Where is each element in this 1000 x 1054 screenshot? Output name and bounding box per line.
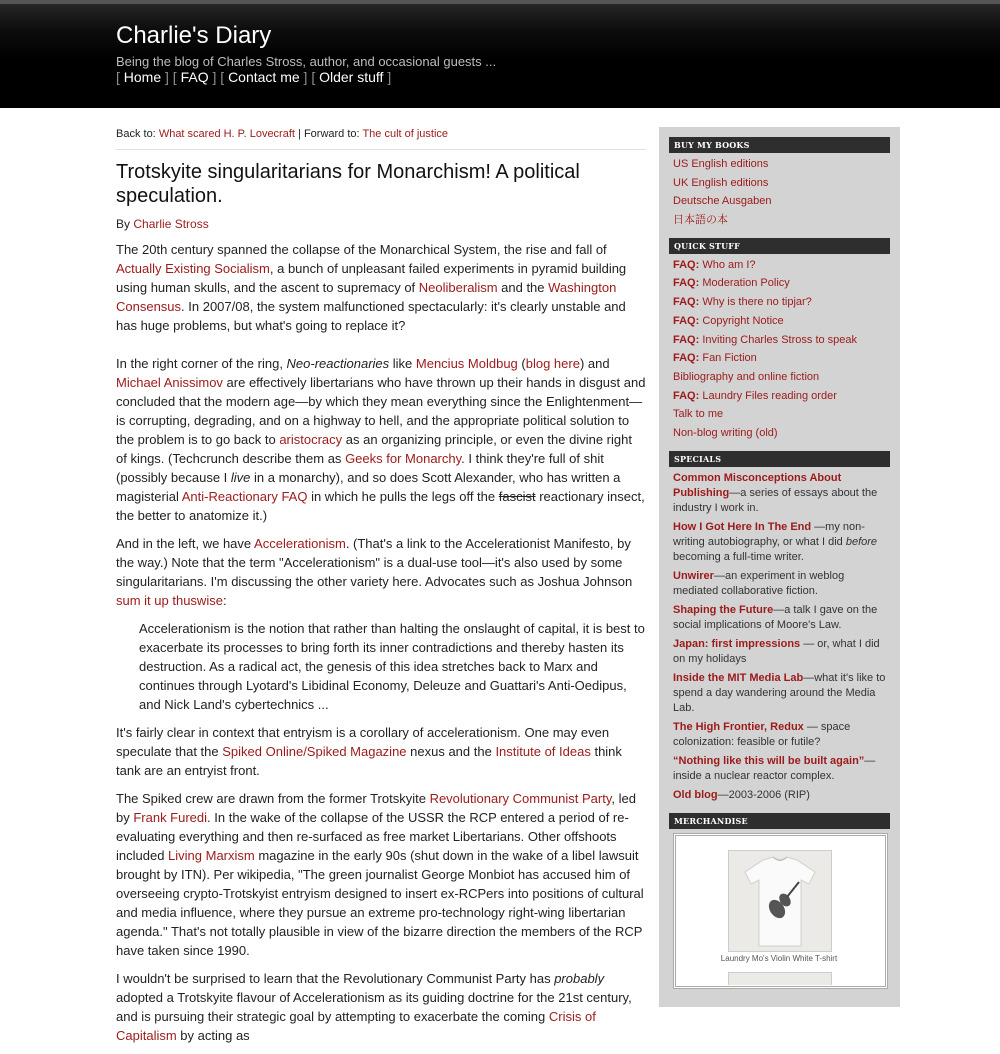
nav-separator: | [298, 128, 301, 140]
tshirt-product-image[interactable] [728, 850, 832, 952]
anti-reactionary-faq-link[interactable]: Anti-Reactionary FAQ [181, 489, 308, 504]
mit-media-lab-link[interactable]: Inside the MIT Media Lab [673, 671, 804, 684]
tshirt-icon [735, 854, 825, 948]
specials-list [669, 467, 890, 813]
faq-prefix: FAQ: [673, 333, 700, 346]
mencius-moldbug-link[interactable]: Mencius Moldbug [415, 356, 518, 371]
text: ) and [579, 356, 610, 371]
post-navigation [116, 128, 646, 150]
list-item [673, 569, 886, 599]
paragraph-4 [116, 723, 646, 780]
uk-english-editions-link[interactable]: UK English editions [673, 176, 769, 189]
list-item [673, 471, 886, 516]
nav-older-stuff-link[interactable]: Older stuff [319, 69, 384, 85]
text: And in the left, we have [116, 536, 255, 551]
list-item [673, 637, 886, 667]
faq-prefix: FAQ: [673, 314, 700, 327]
list-item [673, 351, 886, 365]
list-item [673, 295, 886, 309]
byline-label: By [116, 217, 131, 231]
header-top-strip [0, 0, 1000, 4]
nav-contact-link[interactable]: Contact me [228, 69, 300, 85]
nothing-like-this-link[interactable]: “Nothing like this will be built again” [673, 754, 865, 767]
list-item [673, 389, 886, 403]
faq-prefix: FAQ: [673, 258, 700, 271]
faq-inviting-to-speak-link[interactable]: Inviting Charles Stross to speak [702, 333, 858, 346]
text: —2003-2006 (RIP) [717, 788, 810, 801]
list-item [673, 426, 886, 440]
list-item [673, 258, 886, 272]
tshirt-product-caption: Laundry Mo's Violin White T-shirt [720, 953, 838, 963]
site-title[interactable]: Charlie's Diary [116, 22, 272, 49]
specials-heading: SPECIALS [669, 451, 890, 467]
faq-prefix: FAQ: [673, 389, 700, 402]
list-item [673, 314, 886, 328]
nav-home-link[interactable]: Home [123, 69, 162, 85]
emphasis: before [845, 535, 878, 548]
neoliberalism-link[interactable]: Neoliberalism [418, 280, 498, 295]
faq-laundry-reading-order-link[interactable]: Laundry Files reading order [702, 389, 837, 402]
second-product-image[interactable] [728, 972, 832, 985]
text: In the right corner of the ring, [116, 356, 287, 371]
list-item [673, 157, 886, 171]
text: It's fairly clear in context that entryism is a corollary of accelerationism. One may even speculate that the [116, 725, 610, 759]
text: and the [497, 280, 549, 295]
paragraph-2 [116, 354, 646, 525]
faq-prefix: FAQ: [673, 277, 700, 290]
strikethrough-text: fascist [498, 489, 536, 504]
frank-furedi-link[interactable]: Frank Furedi [133, 810, 208, 825]
text: think tank are an entryist front. [116, 744, 622, 778]
text: —my non-writing autobiography, or what I did [673, 520, 865, 548]
text: . In 2007/08, the system malfunctioned spectacularly: it's clearly unstable and has huge problems, but what's going to replace it? [116, 299, 626, 333]
geeks-for-monarchy-link[interactable]: Geeks for Monarchy [345, 451, 462, 466]
sidebar [659, 127, 900, 1007]
list-item [673, 788, 886, 803]
faq-prefix: FAQ: [673, 296, 700, 309]
text: — or, what I did on my holidays [673, 637, 880, 665]
paragraph-6 [116, 969, 646, 1045]
text: . (That's a link to the Accelerationist Manifesto, by the way.) Note that the term "Accelerationism" is a dual-use tool—it's also used by some singularitarians. I'm discussing the other variety here. Advocates such as Joshua Johnson [116, 536, 633, 589]
list-item [673, 276, 886, 290]
accelerationism-link[interactable]: Accelerationism [254, 536, 346, 551]
text: —an experiment in weblog mediated collaborative fiction. [673, 569, 845, 597]
text: by acting as [176, 1028, 250, 1043]
living-marxism-link[interactable]: Living Marxism [168, 848, 255, 863]
japanese-books-link[interactable]: 日本語の本 [673, 214, 728, 227]
high-frontier-link[interactable]: The High Frontier, Redux [673, 720, 804, 733]
text: — space colonization: feasible or futile? [673, 720, 851, 748]
text: The 20th century spanned the collapse of the Monarchical System, the rise and fall of [116, 242, 607, 257]
deutsche-ausgaben-link[interactable]: Deutsche Ausgaben [673, 195, 772, 208]
faq-prefix: FAQ: [673, 352, 700, 365]
faq-fan-fiction-link[interactable]: Fan Fiction [702, 352, 757, 365]
text: —inside a nuclear reactor complex. [673, 754, 876, 782]
post-title: Trotskyite singularitarians for Monarchism! A political speculation. [116, 161, 580, 207]
text: —a series of essays about the industry I work in. [673, 486, 878, 514]
merchandise-heading: MERCHANDISE [669, 813, 890, 829]
list-item [673, 754, 886, 784]
bibliography-link[interactable]: Bibliography and online fiction [673, 370, 820, 383]
text: The Spiked crew are drawn from the former Trotskyite [116, 791, 430, 806]
michael-anissimov-link[interactable]: Michael Anissimov [116, 375, 223, 390]
paragraph-1 [116, 240, 646, 335]
washington-consensus-link[interactable]: Washington Consensus [116, 280, 617, 314]
blog-here-link[interactable]: blog here [525, 356, 580, 371]
buy-my-books-heading: BUY MY BOOKS [669, 137, 890, 153]
text: magazine in the early 90s (shut down in the wake of a libel lawsuit brought by ITN). Per wikipedia, "The green journalist George Monbiot has accused him of overseeing crypto-Trotskyist entryism designed to insert ex-RCPers into positions of cultural and media influence, where they pursue an extreme pro-technology right-wing libertarian agenda." That's not totally plausible in view of the bizarre direction the members of the RCP have taken since 1990. [116, 848, 644, 958]
main-content [116, 128, 646, 1054]
author-link[interactable]: Charlie Stross [133, 217, 209, 231]
text: reactionary insect, the better to anatomize it.) [116, 489, 645, 523]
text: , a bunch of unpleasant failed experiments in pyramid building using human skulls, and the ascent to supremacy of [116, 261, 627, 295]
institute-of-ideas-link[interactable]: Institute of Ideas [495, 744, 591, 759]
text: like [389, 356, 416, 371]
list-item [673, 407, 886, 421]
quick-stuff-list [669, 254, 890, 451]
japan-first-impressions-link[interactable]: Japan: first impressions [673, 637, 801, 650]
text: are effectively libertarians who have thrown up their hands in disgust and concluded that the modern age—by which they mean everything since the Enlightenment—is corrupting, degrading, and on a highway to hell, and the appropriate political solution to the problem is to go back to [116, 375, 646, 447]
merchandise-box [673, 833, 888, 989]
list-item [673, 333, 886, 347]
previous-post-link[interactable]: What scared H. P. Lovecraft [158, 128, 295, 140]
text: —a talk I gave on the social implications of Moore's Law. [673, 603, 878, 631]
list-item [673, 520, 886, 565]
paragraph-3 [116, 534, 646, 610]
site-tagline: Being the blog of Charles Stross, author, and occasional guests ... [116, 54, 497, 69]
emphasis: live [230, 470, 251, 485]
list-item [673, 671, 886, 716]
list-item [673, 213, 886, 227]
post-body [116, 240, 646, 1045]
back-label: Back to: [116, 128, 156, 140]
crisis-of-capitalism-link[interactable]: Crisis of Capitalism [116, 1009, 596, 1043]
misconceptions-publishing-link[interactable]: Common Misconceptions About Publishing [673, 471, 842, 499]
text: —what it's like to spend a day wandering around the Media Lab. [673, 671, 886, 714]
text: nexus and the [406, 744, 496, 759]
byline [116, 217, 646, 231]
faq-moderation-policy-link[interactable]: Moderation Policy [702, 277, 790, 290]
revolutionary-communist-party-link[interactable]: Revolutionary Communist Party [429, 791, 612, 806]
unwirer-link[interactable]: Unwirer [673, 569, 714, 582]
sum-it-up-thuswise-link[interactable]: sum it up thuswise [116, 593, 223, 608]
books-list [669, 153, 890, 238]
text: : [222, 593, 227, 608]
text: becoming a full-time writer. [673, 550, 804, 563]
nav-faq-link[interactable]: FAQ [180, 69, 209, 85]
text: I wouldn't be surprised to learn that the Revolutionary Communist Party has [116, 971, 555, 986]
text: as an organizing principle, or even the divine right of kings. (Techcrunch describe them as [116, 432, 632, 466]
actually-existing-socialism-link[interactable]: Actually Existing Socialism [116, 261, 270, 276]
emphasis: Neo-reactionaries [286, 356, 390, 371]
non-blog-writing-link[interactable]: Non-blog writing (old) [673, 426, 778, 439]
text: in a monarchy), and so does Scott Alexander, who has written a magisterial [116, 470, 621, 504]
text: adopted a Trotskyite flavour of Accelerationism as its guiding doctrine for the 21st century, and is pursuing their strategic goal by attempting to exacerbate the coming [116, 990, 632, 1024]
faq-no-tipjar-link[interactable]: Why is there no tipjar? [702, 296, 812, 309]
text: ( [517, 356, 526, 371]
text: . In the wake of the collapse of the USSR the RCP entered a period of re-evaluating everything and then re-surfaced as free market Libertarians. Other offshoots included [116, 810, 629, 863]
how-i-got-here-link[interactable]: How I Got Here In The End [673, 520, 812, 533]
emphasis: probably [554, 971, 605, 986]
shaping-the-future-link[interactable]: Shaping the Future [673, 603, 774, 616]
faq-copyright-notice-link[interactable]: Copyright Notice [702, 314, 784, 327]
forward-label: Forward to: [303, 128, 360, 140]
text: in which he pulls the legs off the [307, 489, 499, 504]
talk-to-me-link[interactable]: Talk to me [673, 408, 724, 421]
list-item [673, 194, 886, 208]
spiked-online-link[interactable]: Spiked Online/Spiked Magazine [222, 744, 407, 759]
old-blog-link[interactable]: Old blog [673, 788, 718, 801]
blockquote: Accelerationism is the notion that rather than halting the onslaught of capital, it is best to exacerbate its processes to bring forth its inner contradictions and thereby hasten its destruction. As a radical act, the genesis of this idea stretches back to Marx and continues through Lyotard's Libidinal Economy, Deleuze and Guattari's Anti-Oedipus, and Nick Land's cybertechnics ... [139, 621, 645, 712]
site-header [0, 0, 1000, 108]
list-item [673, 720, 886, 750]
text: , led by [116, 791, 636, 825]
aristocracy-link[interactable]: aristocracy [279, 432, 343, 447]
quick-stuff-heading: QUICK STUFF [669, 238, 890, 254]
site-nav: [ Home ] [ FAQ ] [ Contact me ] [ Older stuff ] [116, 69, 392, 85]
us-english-editions-link[interactable]: US English editions [673, 158, 769, 170]
list-item [673, 176, 886, 190]
faq-who-am-i-link[interactable]: Who am I? [702, 258, 756, 271]
next-post-link[interactable]: The cult of justice [362, 128, 449, 140]
list-item [673, 370, 886, 384]
paragraph-5 [116, 789, 646, 960]
list-item [673, 603, 886, 633]
text: . I think they're full of shit (possibly because I [116, 451, 604, 485]
